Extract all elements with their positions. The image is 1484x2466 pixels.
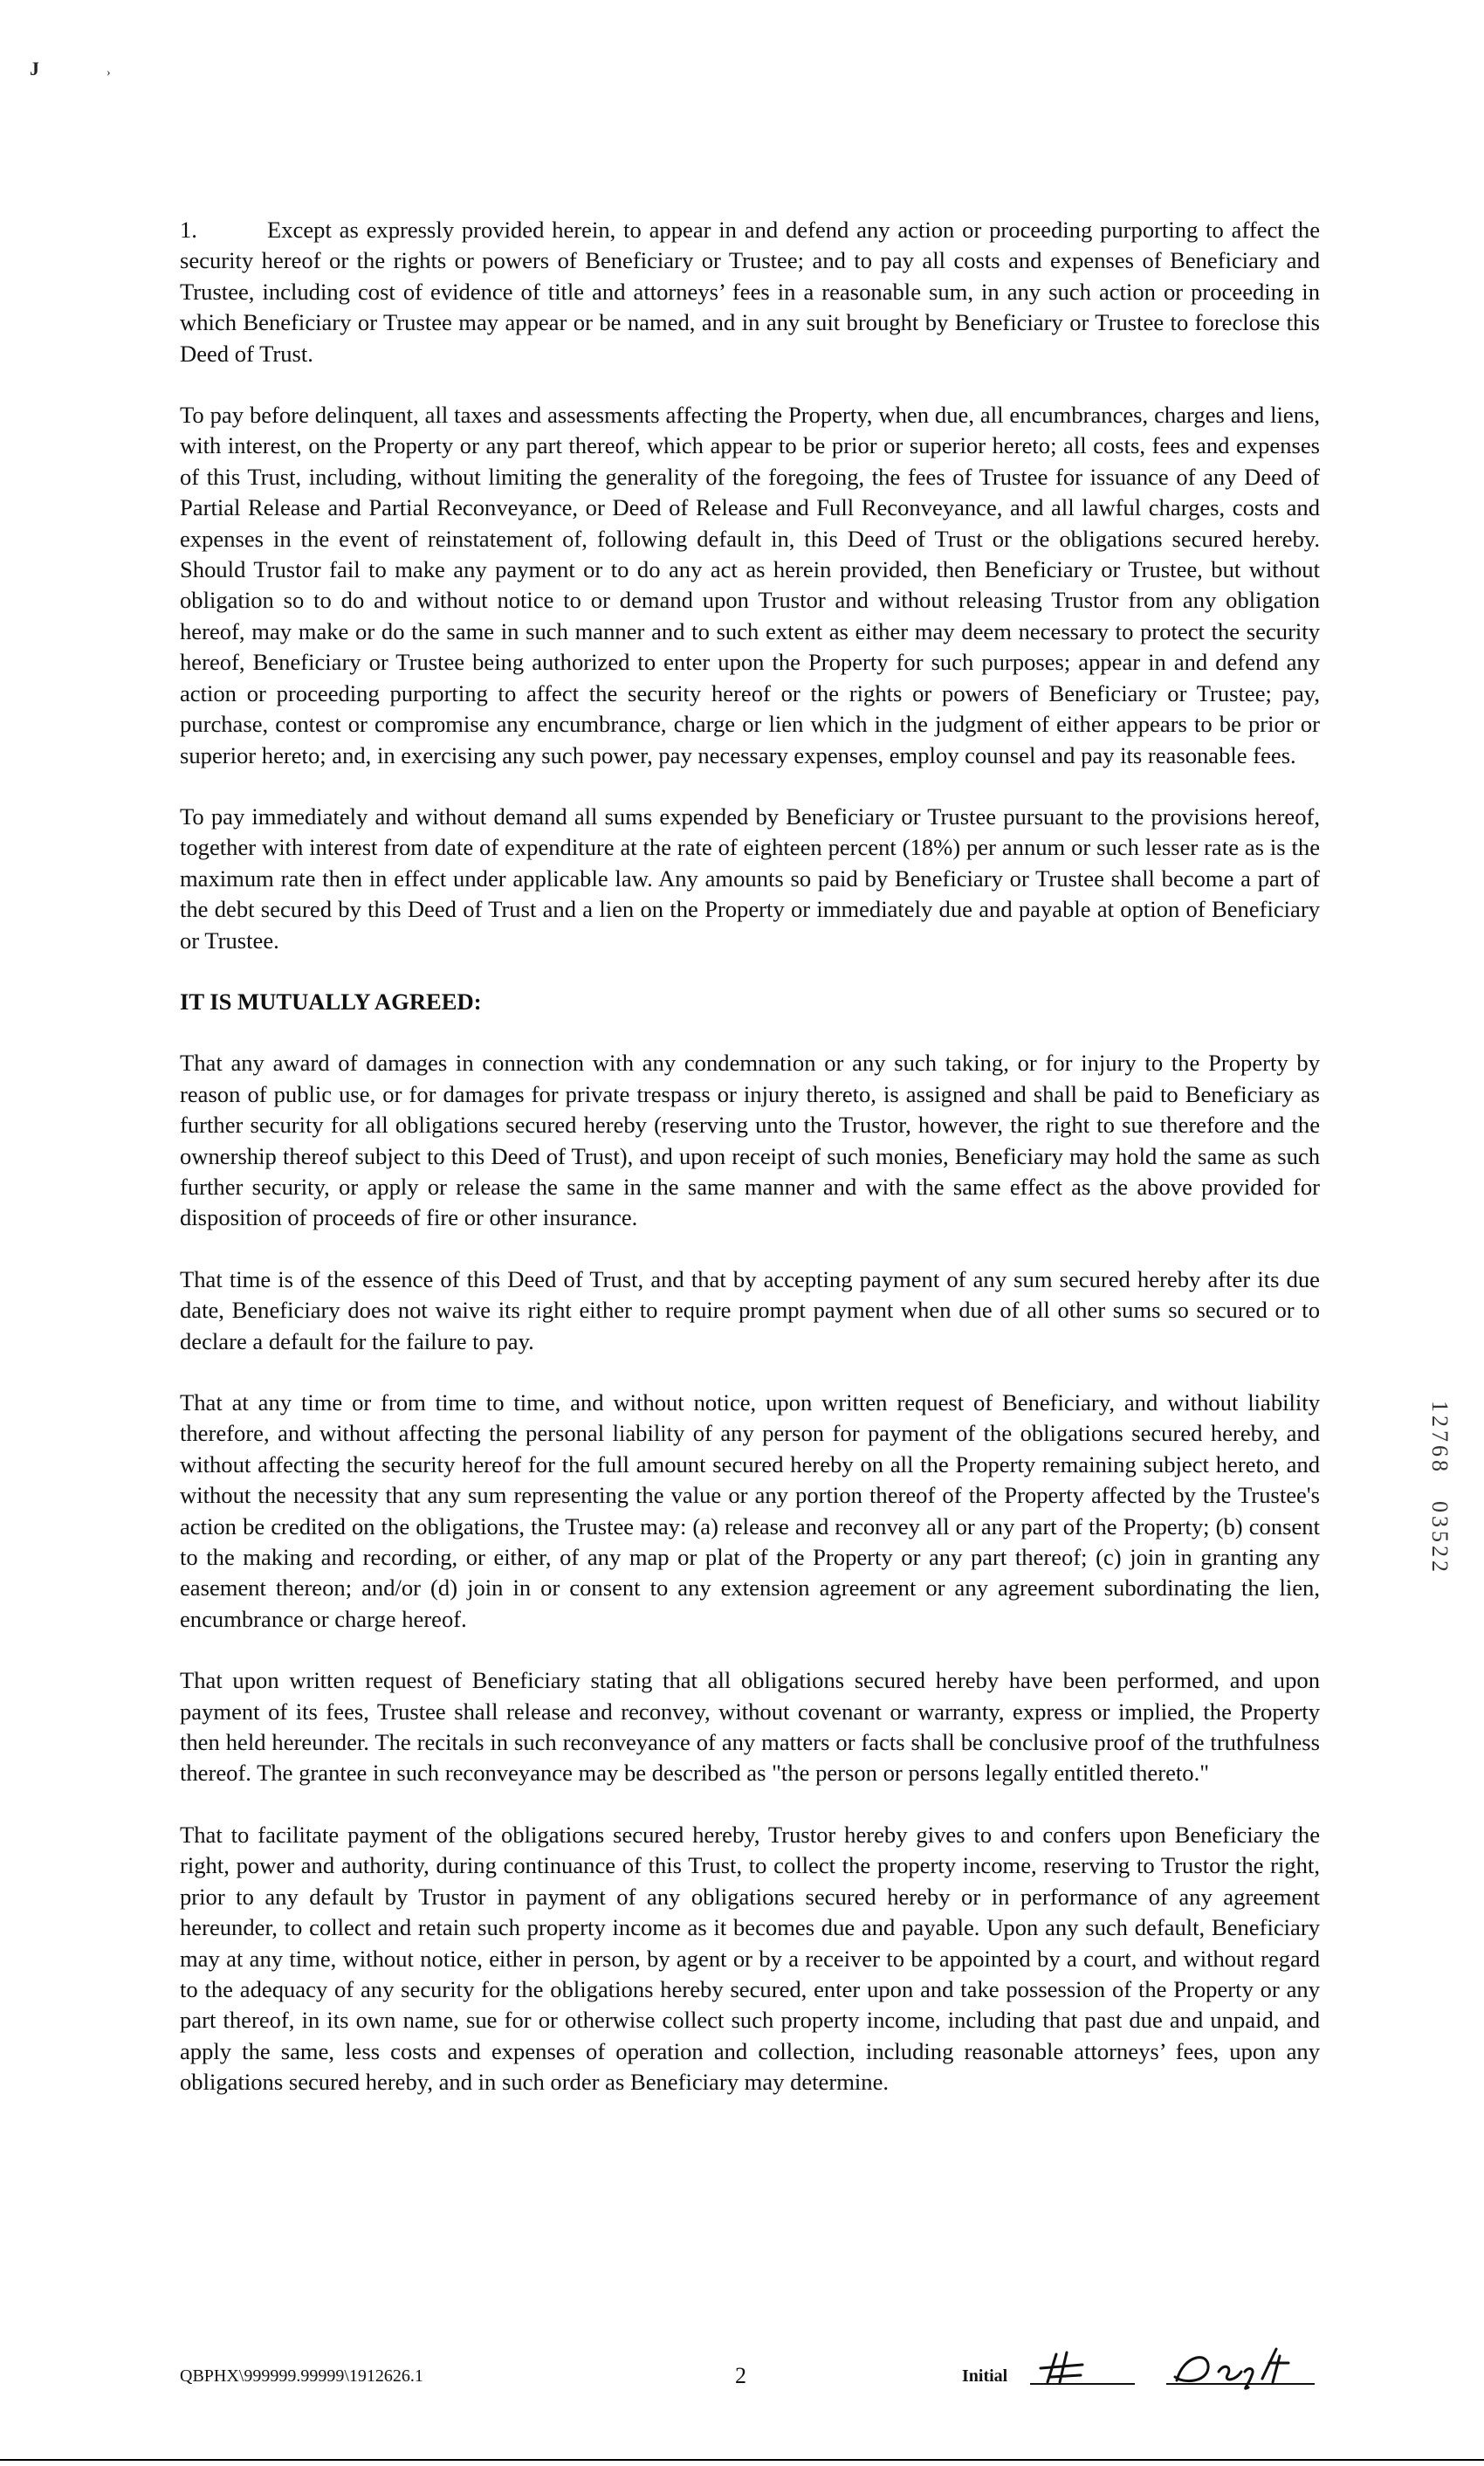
initial-label: Initial xyxy=(962,2366,1008,2386)
recording-stamp xyxy=(1428,1401,1460,1575)
paragraph-number: 1. xyxy=(180,217,197,243)
stamp-part-1: 12768 xyxy=(1427,1401,1453,1475)
paragraph-3: To pay immediately and without demand all sums expended by Beneficiary or Trustee pursuant to the provisions hereof, together with interest from date of expenditure at the rate of eighteen percent (18%) per annum or such lesser rate as is the maximum rate then in effect under applicable law. Any amounts so paid by Beneficiary or Trustee shall become a part of the debt secured by this Deed of Trust and a lien on the Property or immediately due and payable at option of Beneficiary or Trustee. xyxy=(180,802,1320,954)
paragraph-1 xyxy=(180,215,1320,369)
paragraph-8: That to facilitate payment of the obligations secured hereby, Trustor hereby gives to and confers upon Beneficiary the right, power and authority, during continuance of this Trust, to collect the property income, reserving to Trustor the right, prior to any default by Trustor in payment of any obligations secured hereby or in performance of any agreement hereunder, to collect and retain such property income as it becomes due and payable. Upon any such default, Beneficiary may at any time, without notice, either in person, by agent or by a receiver to be appointed by a court, and without regard to the adequacy of any security for the obligations hereby secured, enter upon and take possession of the Property or any part thereof, in its own name, sue for or otherwise collect such property income, including that past due and unpaid, and apply the same, less costs and expenses of operation and collection, including reasonable attorneys’ fees, upon any obligations secured hereby, and in such order as Beneficiary may determine. xyxy=(180,1821,1320,2096)
initial-signature-icon xyxy=(1021,2337,1144,2398)
document-id: QBPHX\999999.99999\1912626.1 xyxy=(180,2366,423,2386)
stamp-part-2: 03522 xyxy=(1427,1501,1453,1575)
paragraph-7: That upon written request of Beneficiary stating that all obligations secured hereby have been performed, and upon payment of its fees, Trustee shall release and reconvey, without covenant or warranty, express or implied, the Property then held hereunder. The recitals in such reconveyance of any matters or facts shall be conclusive proof of the truthfulness thereof. The grantee in such reconveyance may be described as "the person or persons legally entitled thereto." xyxy=(180,1667,1320,1787)
page-number: 2 xyxy=(735,2363,746,2388)
paragraph-2: To pay before delinquent, all taxes and assessments affecting the Property, when due, all encumbrances, charges and liens, with interest, on the Property or any part thereof, which appear to be prior or superior hereto; all costs, fees and expenses of this Trust, including, without limiting the generality of the foregoing, the fees of Trustee for issuance of any Deed of Partial Release and Partial Reconveyance, or Deed of Release and Full Reconveyance, and all lawful charges, costs and expenses in the event of reinstatement of, following default in, this Deed of Trust or the obligations secured hereby. Should Trustor fail to make any payment or to do any act as herein provided, then Beneficiary or Trustee, but without obligation so to do and without notice to or demand upon Trustor and without releasing Trustor from any obligation hereof, may make or do the same in such manner and to such extent as either may deem necessary to protect the security hereof, Beneficiary or Trustee being authorized to enter upon the Property for such purposes; appear in and defend any action or proceeding purporting to affect the security hereof or the rights or powers of Beneficiary or Trustee; pay, purchase, contest or compromise any encumbrance, charge or lien which in the judgment of either appears to be prior or superior hereto; and, in exercising any such power, pay necessary expenses, employ counsel and pay its reasonable fees. xyxy=(180,402,1320,768)
paragraph-5: That time is of the essence of this Deed of Trust, and that by accepting payment of any sum secured hereby after its due date, Beneficiary does not waive its right either to require prompt payment when due of all other sums so secured or to declare a default for the failure to pay. xyxy=(180,1265,1320,1354)
page-bottom-edge xyxy=(0,2459,1484,2461)
paragraph-6: That at any time or from time to time, and without notice, upon written request of Beneficiary, and without liability therefore, and without affecting the personal liability of any person for payment of the obligations secured hereby, and without affecting the security hereof for the full amount secured hereby on all the Property remaining subject hereto, and without the necessity that any sum representing the value or any portion thereof of the Property affected by the Trustee's action be credited on the obligations, the Trustee may: (a) release and reconvey all or any part of the Property; (b) consent to the making and recording, or either, of any map or plat of the Property or any part thereof; (c) join in granting any easement thereon; and/or (d) join in or consent to any extension agreement or any agreement subordinating the lien, encumbrance or charge hereof. xyxy=(180,1389,1320,1632)
paragraph-text: Except as expressly provided herein, to appear in and defend any action or proceeding purporting to affect the security hereof or the rights or powers of Beneficiary or Trustee; and to pay all costs and expenses of Beneficiary and Trustee, including cost of evidence of title and attorneys’ fees in a reasonable sum, in any such action or proceeding in which Beneficiary or Trustee may appear or be named, and in any suit brought by Beneficiary or Trustee to foreclose this Deed of Trust. xyxy=(180,217,1320,367)
initial-signature-icon xyxy=(1158,2337,1323,2398)
document-body xyxy=(180,215,1320,2129)
page-footer xyxy=(180,2361,1320,2396)
scan-mark: › xyxy=(106,66,111,79)
section-heading: IT IS MUTUALLY AGREED: xyxy=(180,988,482,1015)
scan-mark: J xyxy=(30,58,39,79)
paragraph-4: That any award of damages in connection with any condemnation or any such taking, or for injury to the Property by reason of public use, or for damages for private trespass or injury thereto, is assigned and shall be paid to Beneficiary as further security for all obligations secured hereby (reserving unto the Trustor, however, the right to sue therefore and the ownership thereof subject to this Deed of Trust), and upon receipt of such monies, Beneficiary may hold the same as such further security, or apply or release the same in the same manner and with the same effect as the above provided for disposition of proceeds of fire or other insurance. xyxy=(180,1050,1320,1231)
